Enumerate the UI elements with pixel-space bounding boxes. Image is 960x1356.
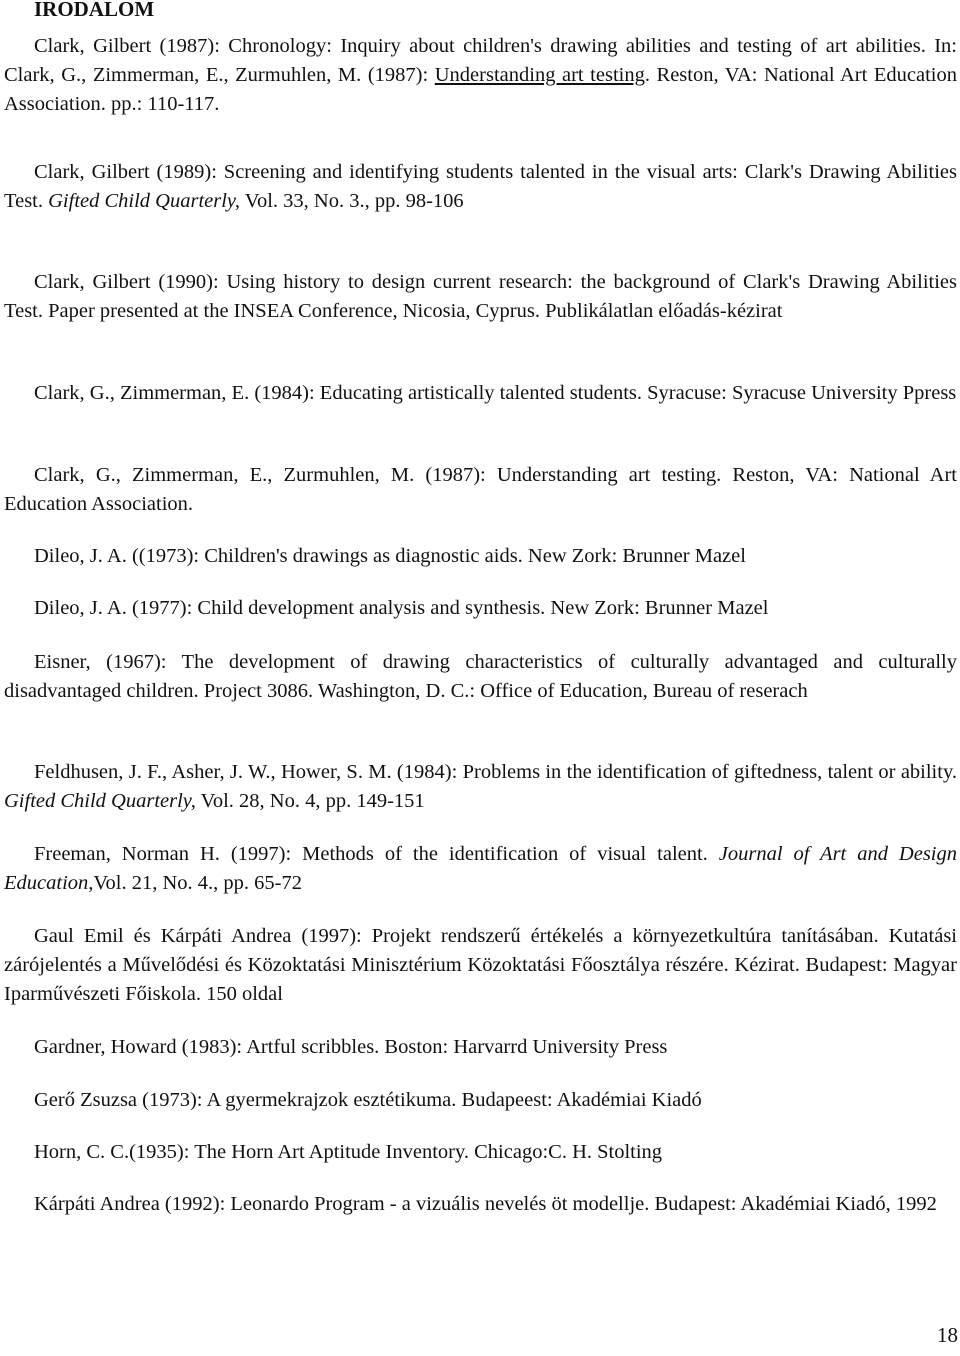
underlined-title: Understanding art testing	[434, 64, 645, 86]
reference-clark-1990: Clark, Gilbert (1990): Using history to design current research: the background of Clark's Drawing Abilities Test. Paper presented at the INSEA Conference, Nicosia, Cyprus. Publikálatlan előadás-kézirat	[4, 271, 957, 322]
reference-dileo-1977: Dileo, J. A. (1977): Child development analysis and synthesis. New Zork: Brunner Mazel	[34, 597, 769, 619]
reference-horn-1935: Horn, C. C.(1935): The Horn Art Aptitude Inventory. Chicago:C. H. Stolting	[34, 1141, 663, 1163]
reference-gaul-karpati-1997: Gaul Emil és Kárpáti Andrea (1997): Projekt rendszerű értékelés a környezetkultúra tanításában. Kutatási zárójelentés a Művelődési és Közoktatási Minisztérium Közoktatási Főosztálya részére. Kézirat. Budapest: Magyar Iparművészeti Főiskola. 150 oldal	[4, 925, 957, 1005]
reference-eisner-1967: Eisner, (1967): The development of drawing characteristics of culturally advantaged and culturally disadvantaged children. Project 3086. Washington, D. C.: Office of Education, Bureau of reserach	[4, 651, 957, 702]
reference-clark-zimmerman-zurmuhlen-1987: Clark, G., Zimmerman, E., Zurmuhlen, M. (1987): Understanding art testing. Reston, VA: National Art Education Association.	[4, 464, 957, 515]
reference-feldhusen-1984: Feldhusen, J. F., Asher, J. W., Hower, S. M. (1984): Problems in the identification of giftedness, talent or ability. Gifted Child Quarterly, Vol. 28, No. 4, pp. 149-151	[4, 761, 957, 812]
journal-title: Gifted Child Quarterly,	[4, 790, 196, 812]
page-number: 18	[937, 1323, 958, 1347]
reference-karpati-1992: Kárpáti Andrea (1992): Leonardo Program - a vizuális nevelés öt modellje. Budapest: Akadémiai Kiadó, 1992	[34, 1193, 937, 1215]
reference-clark-1989: Clark, Gilbert (1989): Screening and identifying students talented in the visual arts: Clark's Drawing Abilities Test. Gifted Child Quarterly, Vol. 33, No. 3., pp. 98-106	[4, 161, 957, 212]
journal-title: Gifted Child Quarterly,	[48, 190, 241, 212]
reference-gardner-1983: Gardner, Howard (1983): Artful scribbles. Boston: Harvarrd University Press	[34, 1036, 668, 1058]
reference-clark-1987-chronology: Clark, Gilbert (1987): Chronology: Inquiry about children's drawing abilities and testing of art abilities. In: Clark, G., Zimmerman, E., Zurmuhlen, M. (1987): Understanding art testing. Reston, VA: National Art Education Association. pp.: 110-117.	[4, 35, 957, 115]
section-heading: IRODALOM	[34, 0, 155, 21]
reference-gero-1973: Gerő Zsuzsa (1973): A gyermekrajzok esztétikuma. Budapeest: Akadémiai Kiadó	[34, 1089, 702, 1111]
reference-clark-zimmerman-1984: Clark, G., Zimmerman, E. (1984): Educating artistically talented students. Syracuse: Syracuse University Ppress	[34, 382, 957, 404]
reference-freeman-1997: Freeman, Norman H. (1997): Methods of the identification of visual talent. Journal of Art and Design Education,Vol. 21, No. 4., pp. 65-72	[4, 843, 958, 894]
journal-title: Journal of Art and Design Education,	[4, 843, 958, 894]
reference-dileo-1973: Dileo, J. A. ((1973): Children's drawings as diagnostic aids. New Zork: Brunner Mazel	[34, 545, 746, 567]
